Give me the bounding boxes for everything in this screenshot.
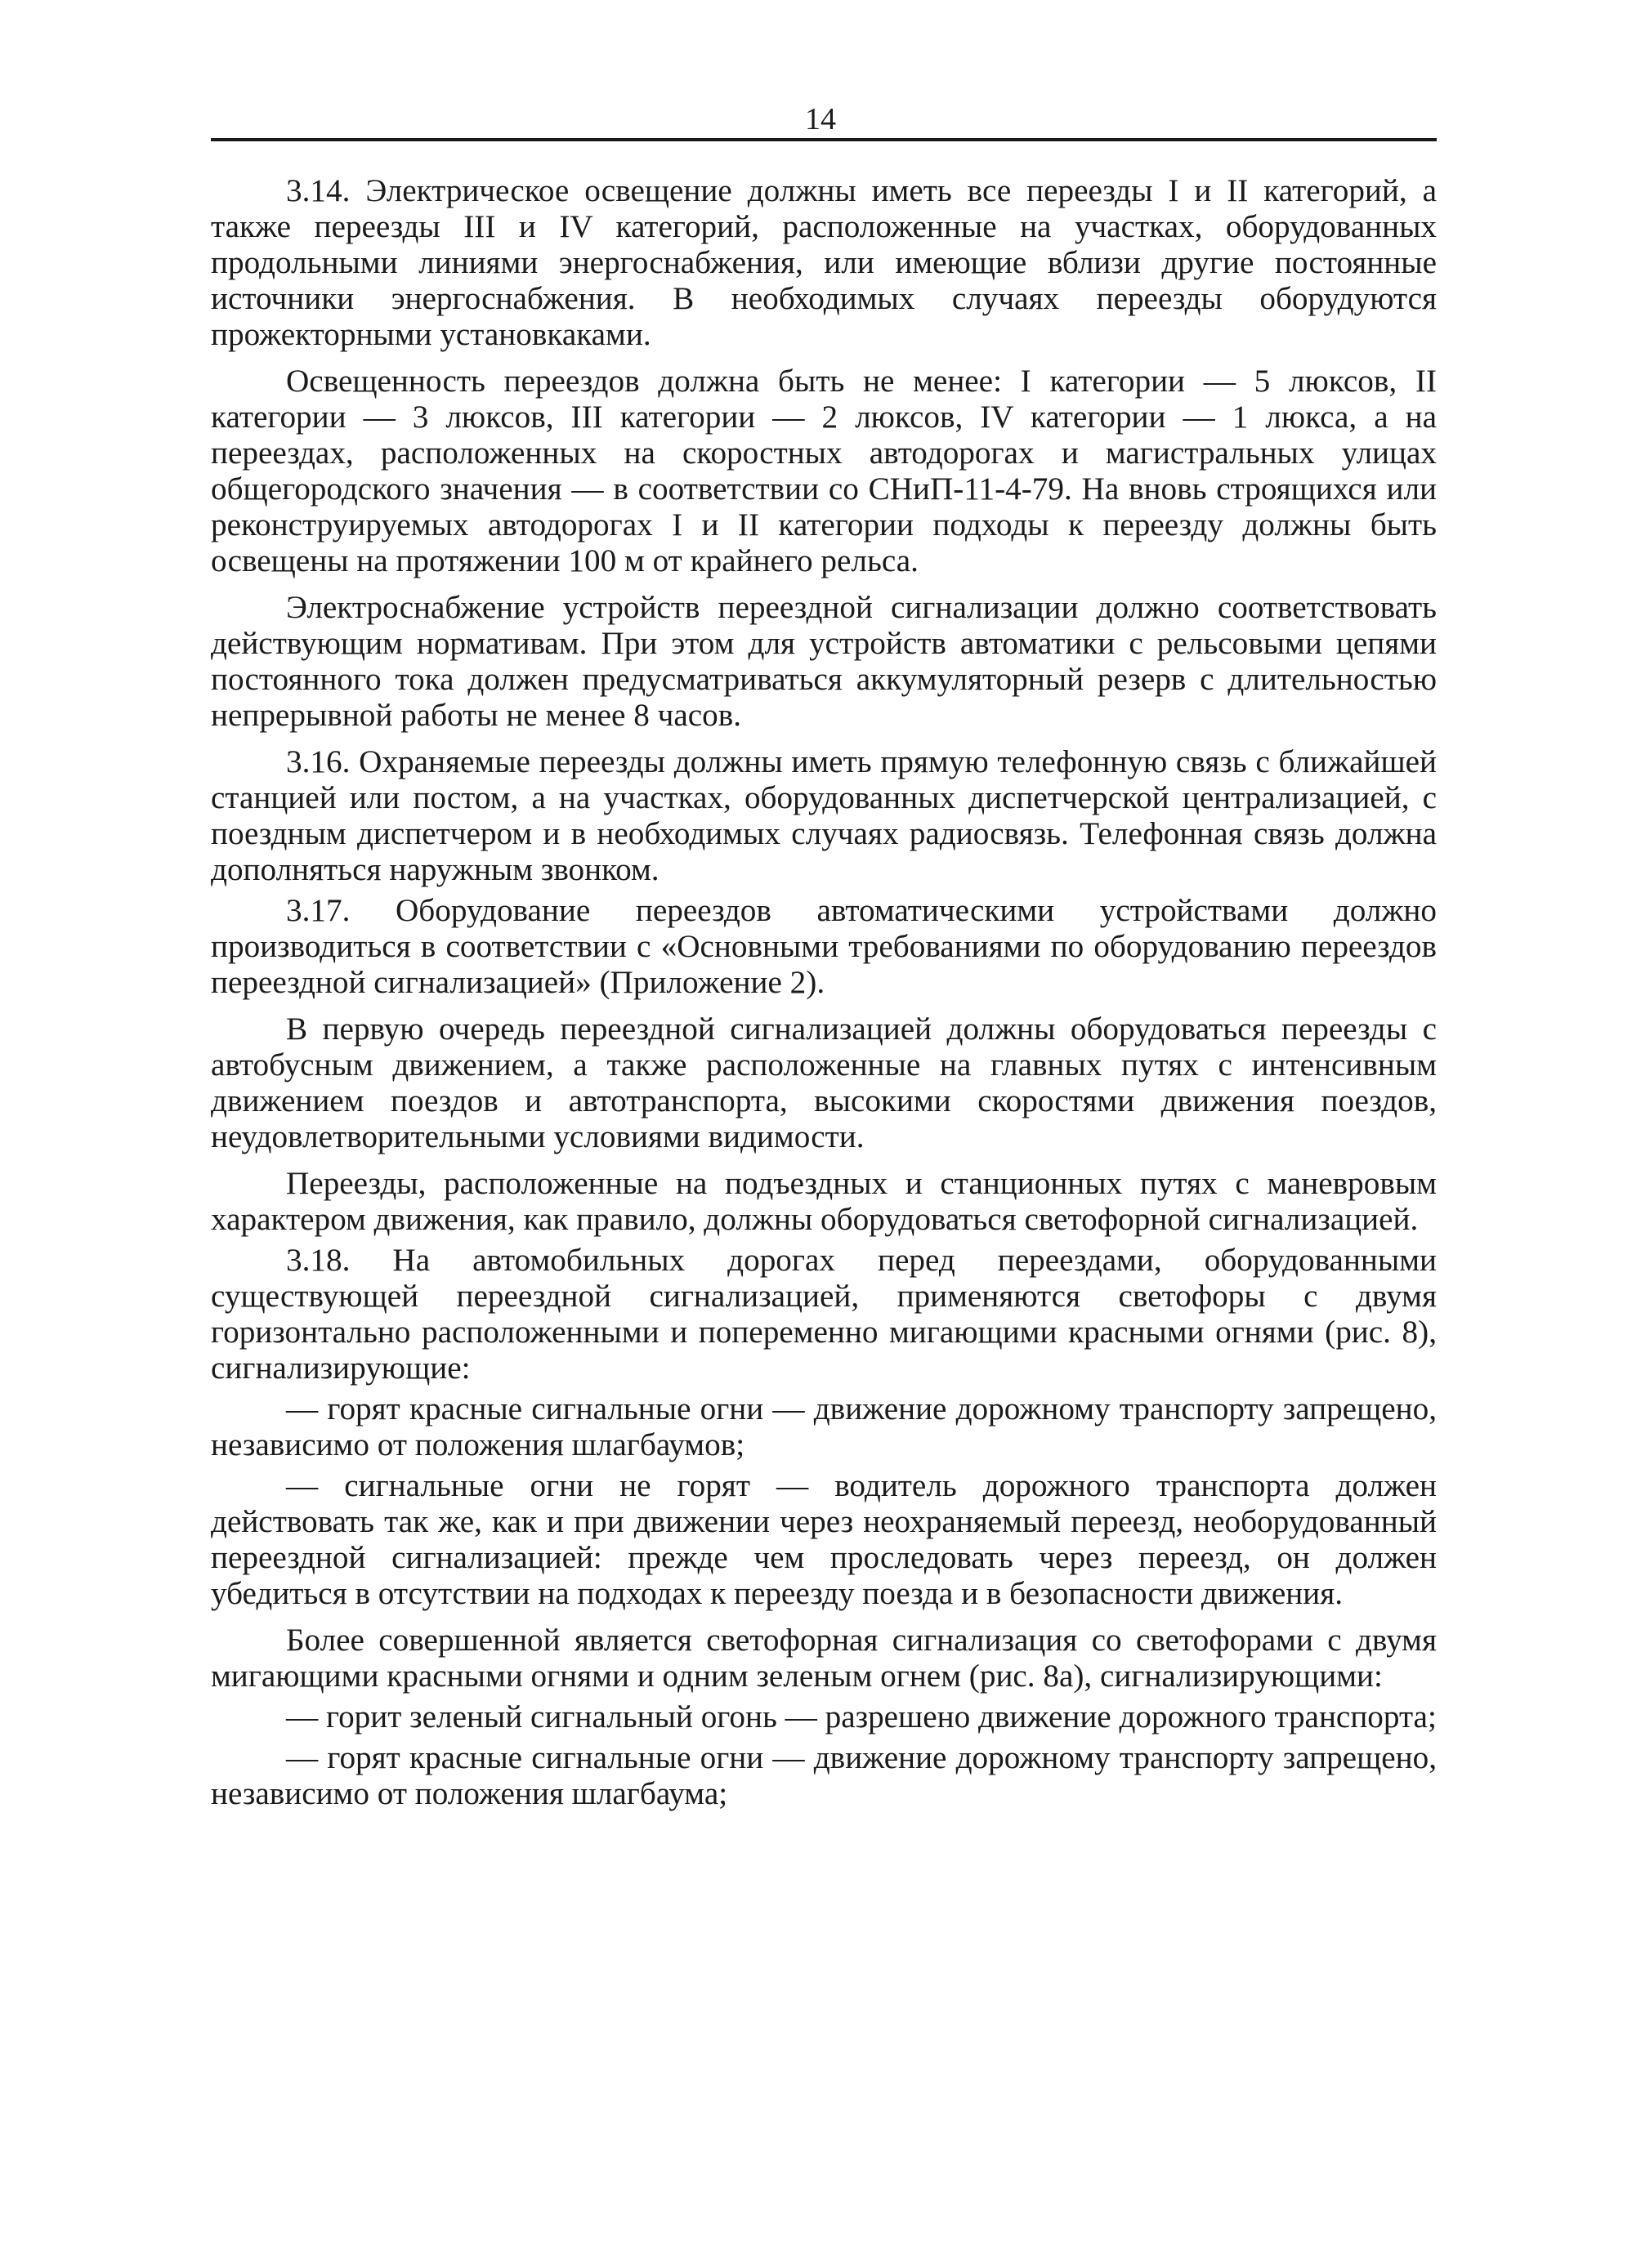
paragraph-3-16: 3.16. Охраняемые переезды должны иметь прямую телефонную связь с ближайшей станцией или постом, а на участках, оборудованных диспетчерской централизацией, с поездным диспетчером и в необходимых случаях радиосвязь. Телефонная связь должна дополняться наружным звонком. — [211, 744, 1437, 887]
paragraph-access-tracks: Переезды, расположенные на подъездных и станционных путях с маневровым характером движения, как правило, должны оборудоваться светофорной сигнализацией. — [211, 1166, 1437, 1237]
paragraph-3-14: 3.14. Электрическое освещение должны иметь все переезды I и II категорий, а также переезды III и IV категорий, расположенные на участках, оборудованных продольными линиями энергоснабжения, или имеющие вблизи другие постоянные источники энергоснабжения. В необходимых случаях переезды оборудуются прожекторными установкаками. — [211, 173, 1437, 352]
page-number: 14 — [805, 102, 836, 136]
paragraph-3-18: 3.18. На автомобильных дорогах перед переездами, оборудованными существующей переездной сигнализацией, применяются светофоры с двумя горизонтально расположенными и попеременно мигающими красными огнями (рис. 8), сигнализирующие: — [211, 1243, 1437, 1386]
header-divider — [211, 138, 1437, 141]
paragraph-3-17: 3.17. Оборудование переездов автоматическими устройствами должно производиться в соответствии с «Основными требованиями по оборудованию переездов переездной сигнализацией» (Приложение 2). — [211, 893, 1437, 1000]
paragraph-power-supply: Электроснабжение устройств переездной сигнализации должно соответствовать действующим нормативам. При этом для устройств автоматики с рельсовыми цепями постоянного тока должен предусматриваться аккумуляторный резерв с длительностью непрерывной работы не менее 8 часов. — [211, 590, 1437, 733]
paragraph-improved-signaling: Более совершенной является светофорная сигнализация со светофорами с двумя мигающими красными огнями и одним зеленым огнем (рис. 8а), сигнализирующими: — [211, 1623, 1437, 1694]
body-text — [211, 173, 1437, 1817]
list-item-red-lights-barrier: — горят красные сигнальные огни — движение дорожному транспорту запрещено, независимо от положения шлагбаума; — [211, 1740, 1437, 1811]
list-item-green-light: — горит зеленый сигнальный огонь — разрешено движение дорожного транспорта; — [286, 1699, 1437, 1734]
list-item-red-lights-on: — горят красные сигнальные огни — движение дорожному транспорту запрещено, независимо от положения шлагбаумов; — [211, 1391, 1437, 1462]
list-item-lights-off: — сигнальные огни не горят — водитель дорожного транспорта должен действовать так же, как и при движении через неохраняемый переезд, необорудованный переездной сигнализацией: прежде чем проследовать через переезд, он должен убедиться в отсутствии на подходах к переезду поезда и в безопасности движения. — [211, 1468, 1437, 1611]
paragraph-illumination-norms: Освещенность переездов должна быть не менее: I категории — 5 люксов, II категории — 3 люксов, III категории — 2 люксов, IV категории — 1 люкса, а на переездах, расположенных на скоростных автодорогах и магистральных улицах общегородского значения — в соответствии со СНиП-11-4-79. На вновь строящихся или реконструируемых автодорогах I и II категории подходы к переезду должны быть освещены на протяжении 100 м от крайнего рельса. — [211, 364, 1437, 578]
paragraph-priority-equipment: В первую очередь переездной сигнализацией должны оборудоваться переезды с автобусным движением, а также расположенные на главных путях с интенсивным движением поездов и автотранспорта, высокими скоростями движения поездов, неудовлетворительными условиями видимости. — [211, 1011, 1437, 1154]
